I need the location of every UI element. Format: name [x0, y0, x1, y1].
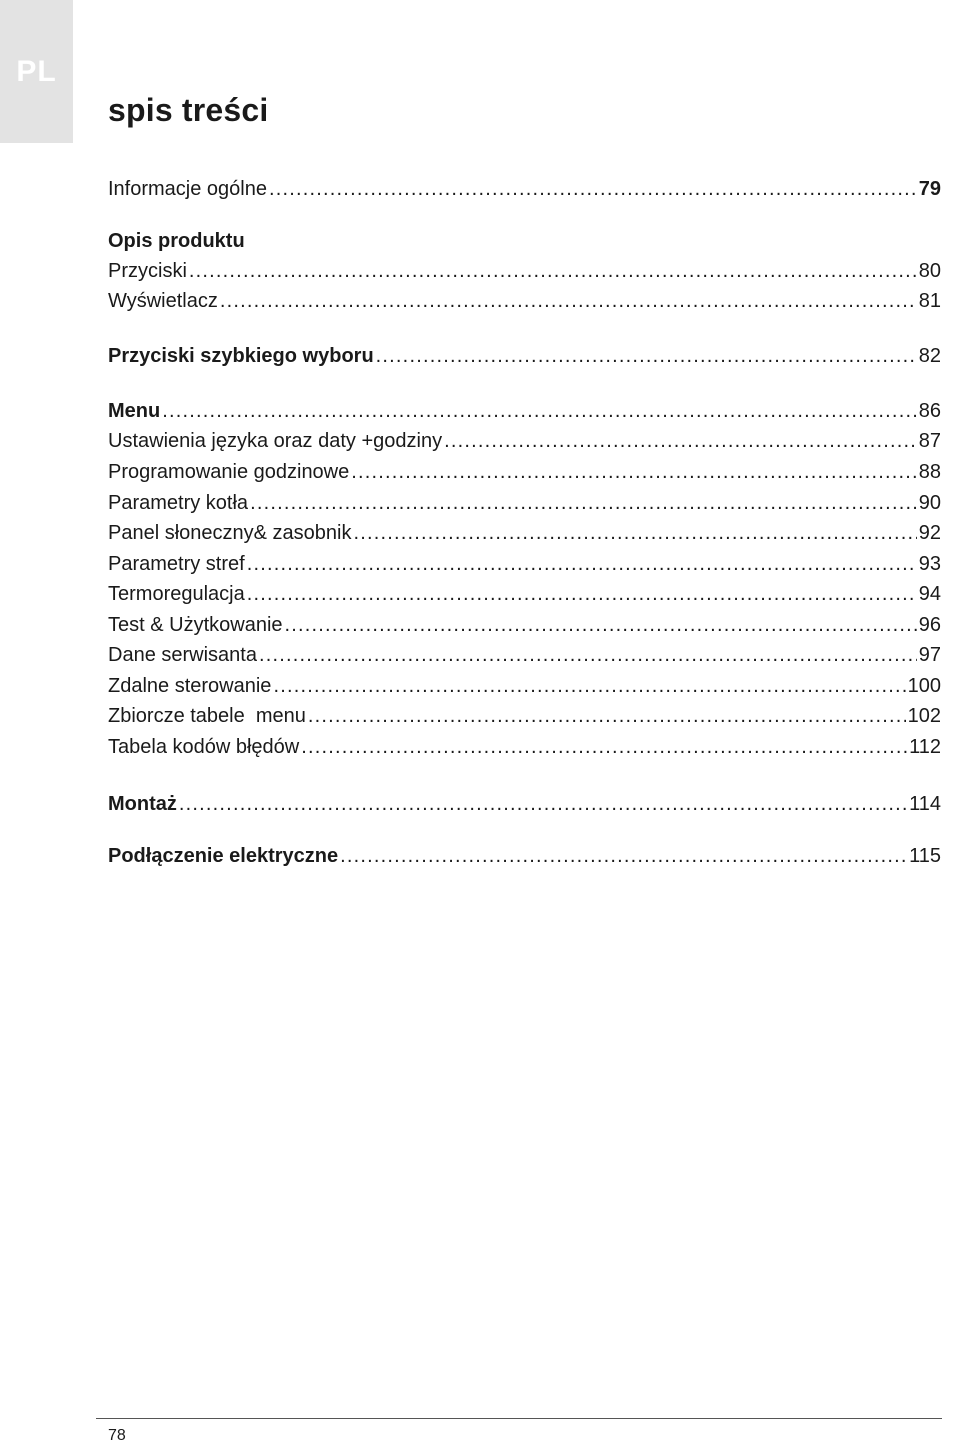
- toc-entry-przyciski[interactable]: [108, 257, 941, 285]
- toc-entry-page: 112: [909, 736, 941, 758]
- toc-entry-page: 80: [918, 260, 941, 282]
- section-heading-opis: Opis produktu: [108, 230, 245, 252]
- toc-entry-page: 86: [918, 400, 941, 422]
- toc-entry-panel[interactable]: [108, 519, 941, 547]
- dot-leader: [273, 672, 905, 700]
- toc-entry-menu[interactable]: [108, 397, 941, 425]
- toc-entry-page: 100: [907, 675, 941, 697]
- toc-entry-wyswietlacz[interactable]: [108, 287, 941, 315]
- dot-leader: [179, 790, 907, 818]
- toc-entry-page: 93: [918, 553, 941, 575]
- dot-leader: [269, 175, 917, 203]
- toc-entry-page: 87: [918, 430, 941, 452]
- toc-entry-informacje[interactable]: [108, 175, 941, 203]
- toc-entry-label: Informacje ogólne: [108, 178, 267, 200]
- dot-leader: [250, 489, 917, 517]
- toc-entry-kody[interactable]: [108, 733, 941, 761]
- toc-entry-label: Test & Użytkowanie: [108, 614, 283, 636]
- toc-entry-stref[interactable]: [108, 550, 941, 578]
- dot-leader: [308, 702, 906, 730]
- toc-entry-page: 115: [909, 845, 941, 867]
- dot-leader: [376, 342, 917, 370]
- dot-leader: [353, 519, 916, 547]
- toc-entry-montaz[interactable]: [108, 790, 941, 818]
- toc-entry-podlaczenie[interactable]: [108, 842, 941, 870]
- toc-entry-label: Zbiorcze tabele menu: [108, 705, 306, 727]
- toc-entry-label: Zdalne sterowanie: [108, 675, 272, 697]
- toc-entry-page: 92: [918, 522, 941, 544]
- toc-entry-label: Przyciski: [108, 260, 187, 282]
- dot-leader: [247, 550, 917, 578]
- toc-entry-label: Menu: [108, 400, 161, 422]
- dot-leader: [220, 287, 917, 315]
- toc-entry-page: 94: [918, 583, 941, 605]
- toc-entry-label: Montaż: [108, 793, 177, 815]
- toc-entry-label: Przyciski szybkiego wyboru: [108, 345, 374, 367]
- page-title: spis treści: [108, 92, 269, 128]
- toc-entry-label: Termoregulacja: [108, 583, 245, 605]
- dot-leader: [259, 641, 917, 669]
- toc-entry-page: 96: [918, 614, 941, 636]
- dot-leader: [285, 611, 917, 639]
- dot-leader: [340, 842, 907, 870]
- dot-leader: [351, 458, 917, 486]
- toc-entry-programowanie[interactable]: [108, 458, 941, 486]
- toc-entry-page: 97: [918, 644, 941, 666]
- toc-entry-test[interactable]: [108, 611, 941, 639]
- toc-entry-serwis[interactable]: [108, 641, 941, 669]
- dot-leader: [247, 580, 917, 608]
- toc-entry-tabele[interactable]: [108, 702, 941, 730]
- toc-entry-label: Panel słoneczny& zasobnik: [108, 522, 352, 544]
- page-number: 78: [108, 1427, 126, 1444]
- toc-entry-page: 81: [918, 290, 941, 312]
- toc-entry-szybki[interactable]: [108, 342, 941, 370]
- toc-entry-page: 79: [918, 178, 941, 200]
- dot-leader: [189, 257, 917, 285]
- dot-leader: [444, 427, 917, 455]
- toc-entry-label: Parametry kotła: [108, 492, 249, 514]
- toc-entry-label: Ustawienia języka oraz daty +godziny: [108, 430, 443, 452]
- toc-entry-page: 88: [918, 461, 941, 483]
- toc-entry-ustawienia[interactable]: [108, 427, 941, 455]
- footer-divider: [96, 1418, 942, 1419]
- toc-entry-label: Tabela kodów błędów: [108, 736, 300, 758]
- toc-entry-label: Dane serwisanta: [108, 644, 257, 666]
- toc-entry-page: 102: [907, 705, 941, 727]
- toc-entry-kotla[interactable]: [108, 489, 941, 517]
- dot-leader: [162, 397, 917, 425]
- toc-entry-label: Programowanie godzinowe: [108, 461, 350, 483]
- toc-entry-zdalne[interactable]: [108, 672, 941, 700]
- toc-entry-page: 82: [918, 345, 941, 367]
- language-tab: PL: [0, 0, 73, 143]
- toc-entry-termoregulacja[interactable]: [108, 580, 941, 608]
- toc-entry-label: Podłączenie elektryczne: [108, 845, 339, 867]
- toc-entry-page: 114: [909, 793, 941, 815]
- toc-entry-label: Wyświetlacz: [108, 290, 218, 312]
- toc-entry-page: 90: [918, 492, 941, 514]
- dot-leader: [301, 733, 907, 761]
- toc-entry-label: Parametry stref: [108, 553, 245, 575]
